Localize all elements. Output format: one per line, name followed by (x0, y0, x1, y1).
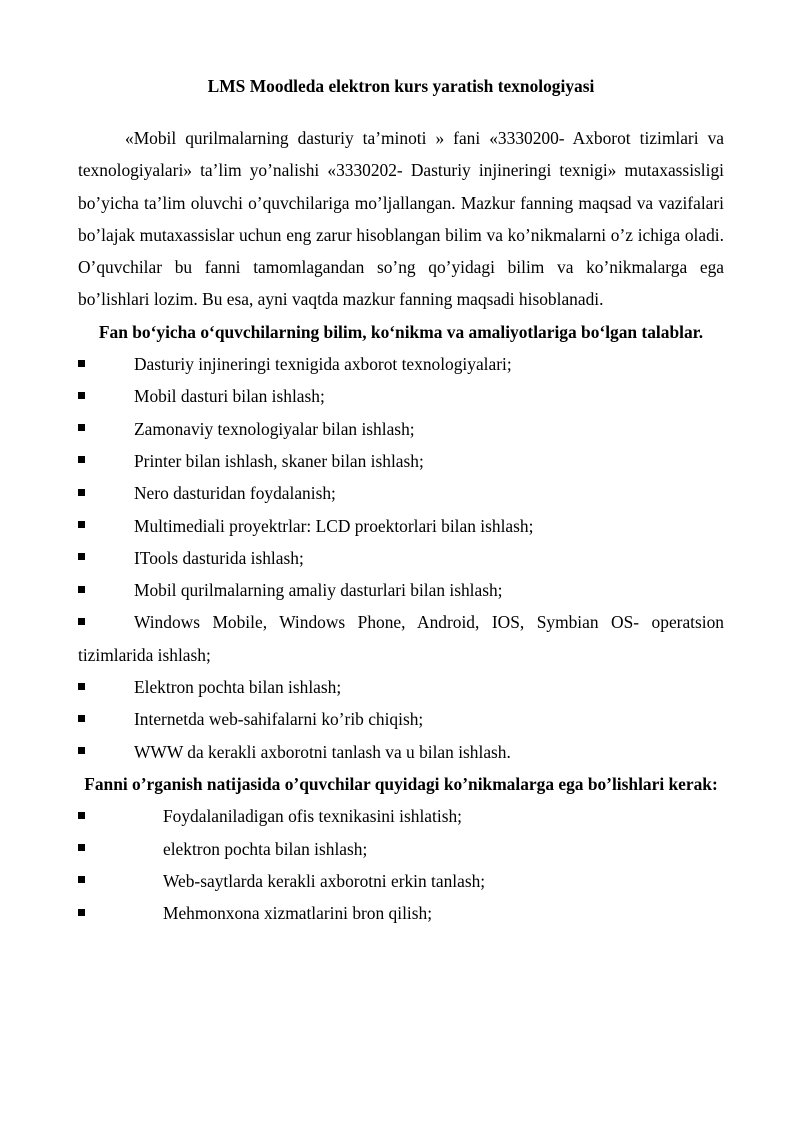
square-bullet-icon (78, 876, 85, 883)
list-item (78, 510, 724, 542)
list-item (78, 574, 724, 606)
list-item-text: Windows Mobile, Windows Phone, Android, IOS, Symbian OS- operatsion tizimlarida ishlash; (78, 612, 724, 665)
list-item-text: Foydalaniladigan ofis texnikasini ishlatish; (163, 806, 462, 827)
square-bullet-icon (78, 553, 85, 560)
list-item (78, 380, 724, 412)
square-bullet-icon (78, 844, 85, 851)
list-item (78, 703, 724, 735)
list-item-text: WWW da kerakli axborotni tanlash va u bilan ishlash. (134, 741, 511, 762)
skills-list (78, 800, 724, 929)
square-bullet-icon (78, 489, 85, 496)
list-item-text: Zamonaviy texnologiyalar bilan ishlash; (134, 418, 415, 439)
list-item (78, 897, 724, 929)
square-bullet-icon (78, 812, 85, 819)
square-bullet-icon (78, 586, 85, 593)
square-bullet-icon (78, 424, 85, 431)
square-bullet-icon (78, 618, 85, 625)
list-item (78, 736, 724, 768)
square-bullet-icon (78, 909, 85, 916)
intro-paragraph: «Mobil qurilmalarning dasturiy ta’minoti » fani «3330200- Axborot tizimlari va texnologiyalari» ta’lim yo’nalishi «3330202- Dasturiy injineringi texnigi» mutaxassisligi bo’yicha ta’lim oluvchi o’quvchilariga mo’ljallangan. Mazkur fanning maqsad va vazifalari bo’lajak mutaxassislar uchun eng zarur hisoblangan bilim va ko’nikmalarni o’z ichiga oladi. O’quvchilar bu fanni tamomlagandan so’ng qo’yidagi bilim va ko’nikmalarga ega bo’lishlari lozim. Bu esa, ayni vaqtda mazkur fanning maqsadi hisoblanadi. (78, 128, 724, 310)
square-bullet-icon (78, 456, 85, 463)
list-item (78, 348, 724, 380)
list-item-text: elektron pochta bilan ishlash; (163, 838, 368, 859)
square-bullet-icon (78, 715, 85, 722)
document-page (78, 70, 724, 929)
list-item-text: Dasturiy injineringi texnigida axborot texnologiyalari; (134, 354, 512, 375)
square-bullet-icon (78, 392, 85, 399)
square-bullet-icon (78, 521, 85, 528)
document-title: LMS Moodleda elektron kurs yaratish texnologiyasi (207, 76, 595, 96)
list-item-text: ITools dasturida ishlash; (134, 547, 304, 568)
list-item (78, 800, 724, 832)
list-item-text: Internetda web-sahifalarni ko’rib chiqish; (134, 709, 424, 730)
list-item (78, 477, 724, 509)
square-bullet-icon (78, 747, 85, 754)
list-item (78, 671, 724, 703)
list-item-text: Mobil dasturi bilan ishlash; (134, 386, 325, 407)
list-item (78, 542, 724, 574)
list-item-text: Elektron pochta bilan ishlash; (134, 677, 342, 698)
list-item (78, 865, 724, 897)
square-bullet-icon (78, 360, 85, 367)
list-item-text: Mobil qurilmalarning amaliy dasturlari bilan ishlash; (134, 580, 503, 601)
requirements-list (78, 348, 724, 768)
list-item (78, 445, 724, 477)
list-item-text: Multimediali proyektrlar: LCD proektorlari bilan ishlash; (134, 515, 534, 536)
list-item (78, 606, 724, 671)
list-item-text: Web-saytlarda kerakli axborotni erkin tanlash; (163, 870, 486, 891)
square-bullet-icon (78, 683, 85, 690)
list-item-text: Mehmonxona xizmatlarini bron qilish; (163, 903, 433, 924)
list-item-text: Printer bilan ishlash, skaner bilan ishlash; (134, 450, 424, 471)
list-item (78, 413, 724, 445)
list-item (78, 833, 724, 865)
requirements-heading: Fan boʻyicha oʻquvchilarning bilim, koʻnikma va amaliyotlariga boʻlgan talablar. (98, 321, 704, 342)
skills-heading: Fanni o’rganish natijasida o’quvchilar quyidagi ko’nikmalarga ega bo’lishlari kerak: (84, 773, 718, 794)
list-item-text: Nero dasturidan foydalanish; (134, 483, 336, 504)
